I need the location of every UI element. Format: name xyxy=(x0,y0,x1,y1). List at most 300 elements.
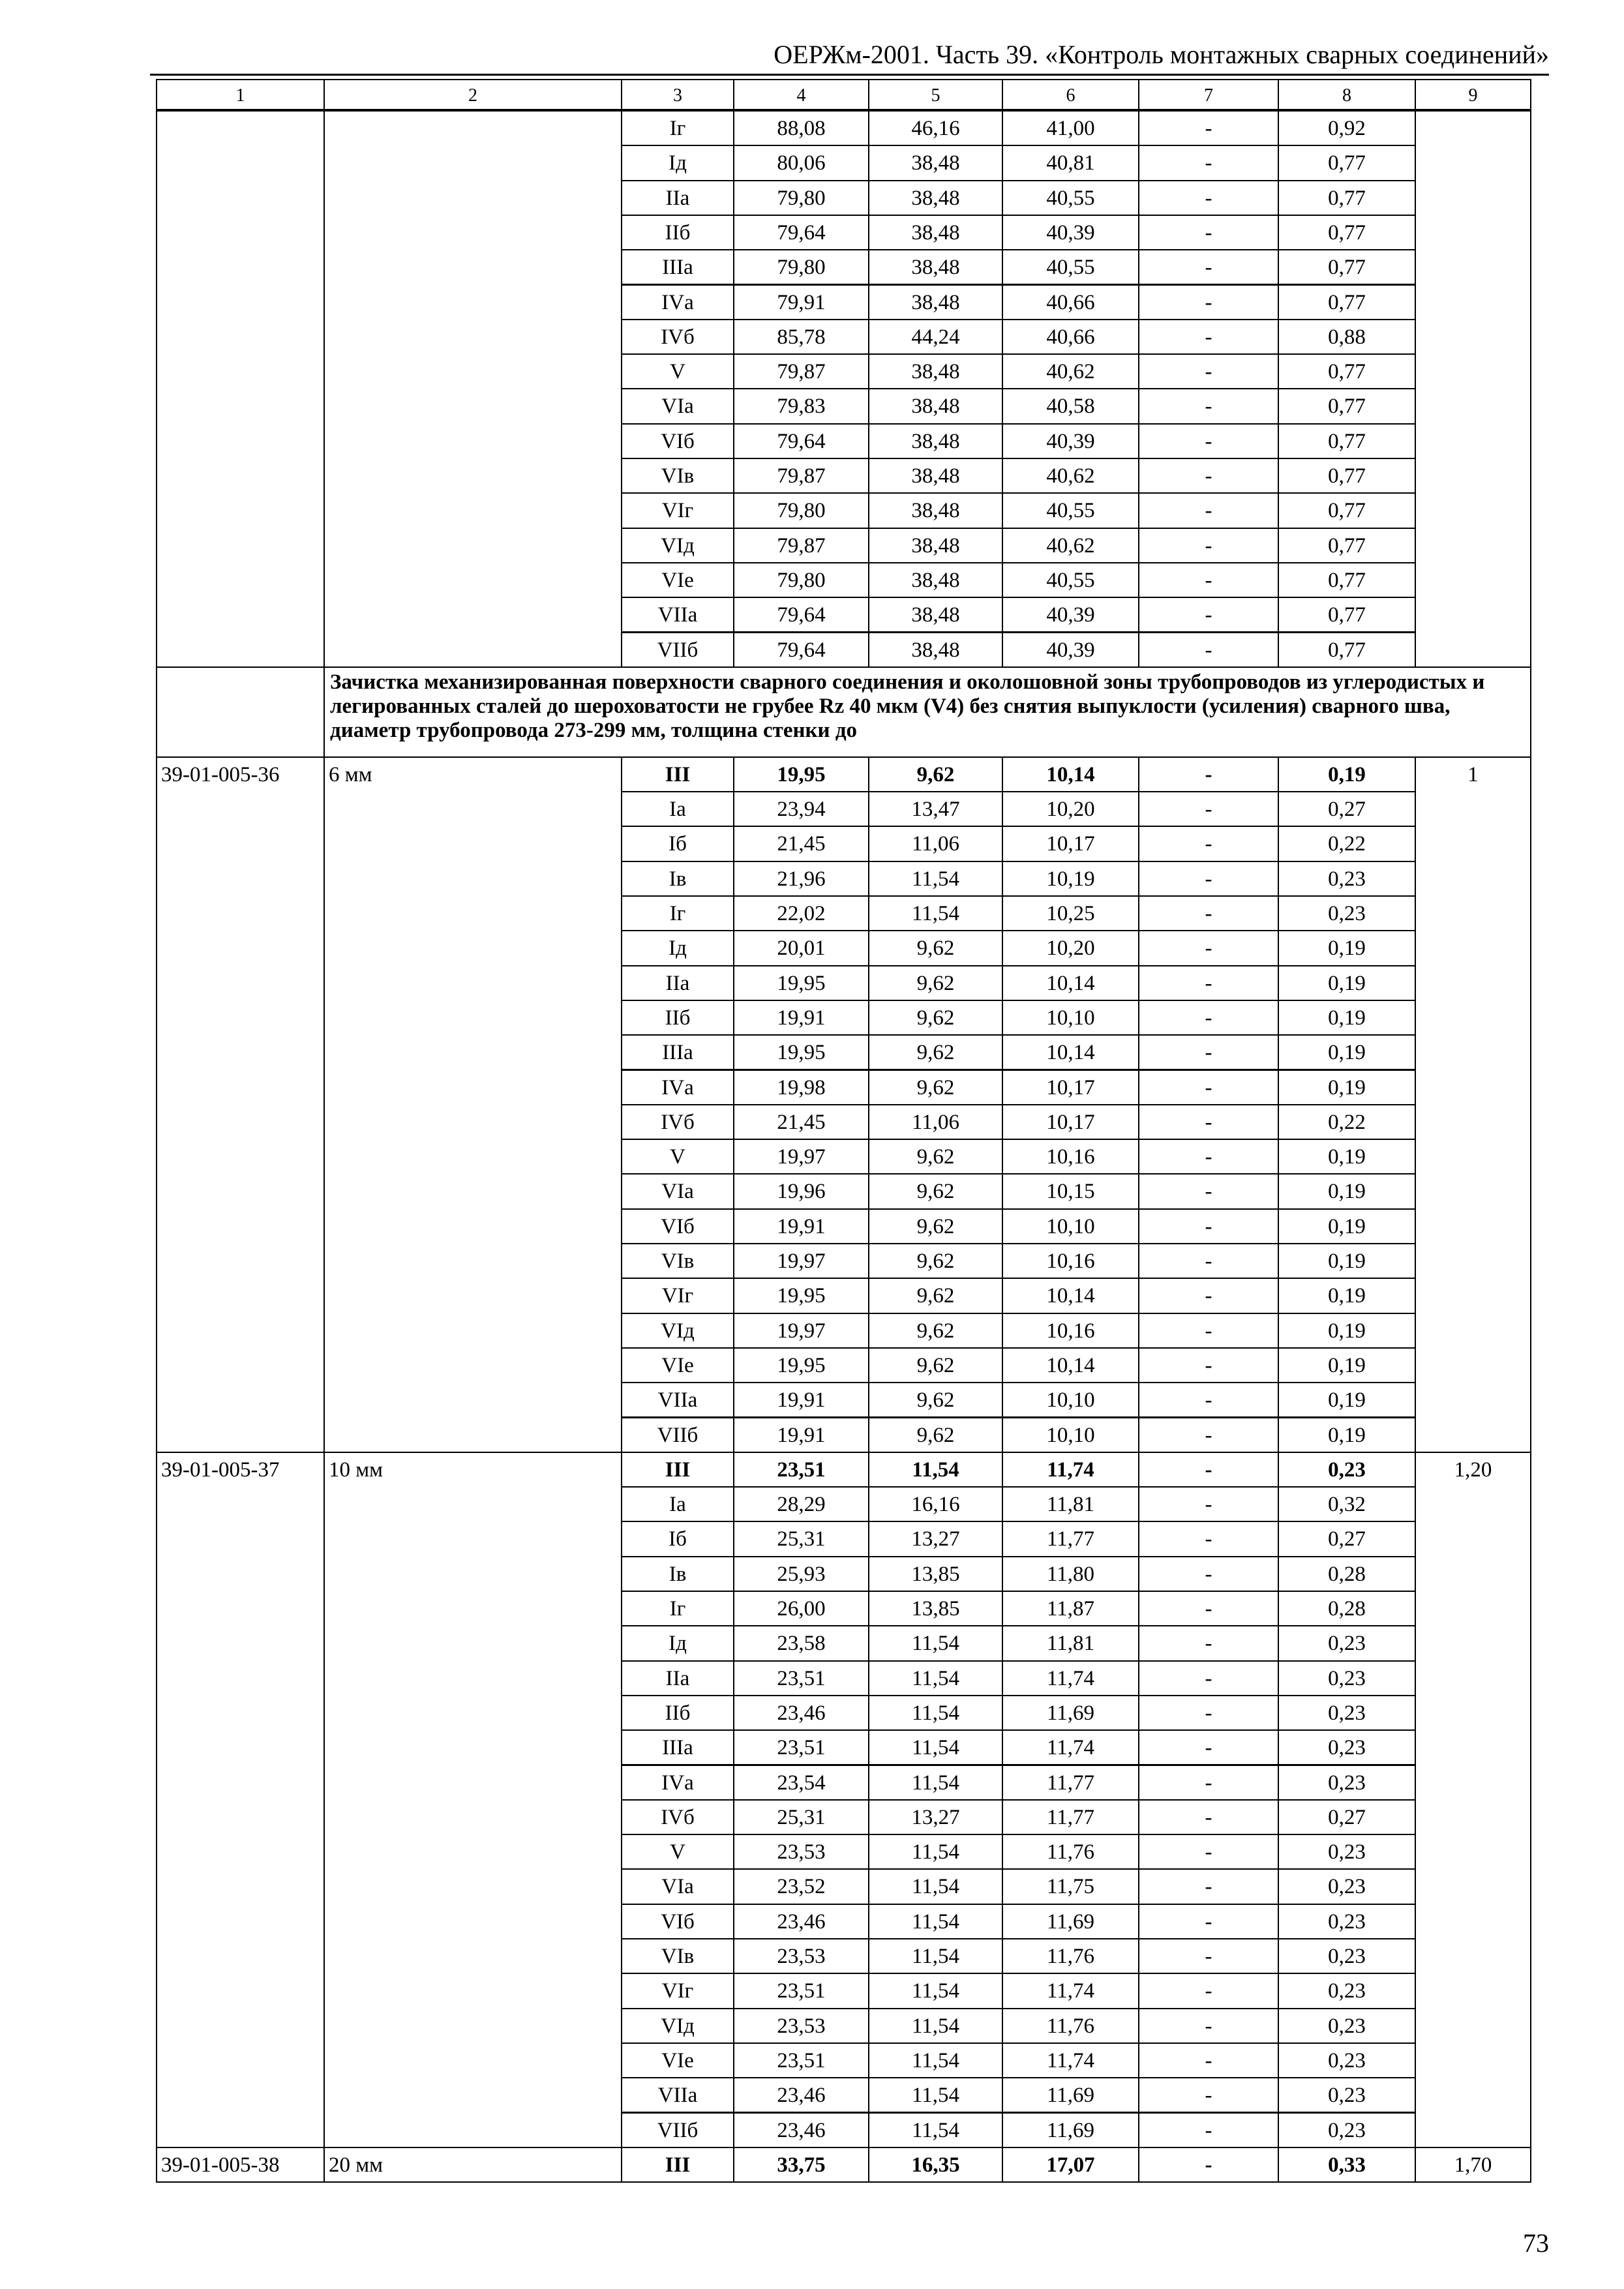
table-cell-c4: 79,64 xyxy=(733,215,869,250)
table-cell-c7: - xyxy=(1138,249,1279,285)
table-cell-c5: 11,54 xyxy=(868,1938,1003,1974)
table-cell-c3: Iд xyxy=(621,930,734,966)
table-cell-c6: 10,19 xyxy=(1002,861,1139,897)
table-cell-c7: - xyxy=(1138,1591,1279,1626)
column-number-4: 4 xyxy=(733,79,869,110)
table-cell-c3: VIIб xyxy=(621,632,734,668)
table-cell-c7: - xyxy=(1138,353,1279,389)
table-cell-c8: 0,23 xyxy=(1278,1695,1416,1731)
table-cell-c7: - xyxy=(1138,2042,1279,2078)
table-cell-c7: - xyxy=(1138,1729,1279,1765)
table-cell-c6: 11,69 xyxy=(1002,2077,1139,2113)
table-cell-c4: 21,45 xyxy=(733,826,869,861)
table-cell-c5: 13,85 xyxy=(868,1556,1003,1592)
table-cell-c7: - xyxy=(1138,284,1279,320)
table-cell-c3: VIд xyxy=(621,528,734,563)
rate-code-cell: 39-01-005-38 xyxy=(156,2147,325,2183)
table-cell-c4: 19,97 xyxy=(733,1243,869,1279)
table-cell-c4: 23,53 xyxy=(733,1834,869,1870)
table-cell-c4: 19,98 xyxy=(733,1070,869,1105)
table-cell-c3: VIв xyxy=(621,1938,734,1974)
table-cell-c4: 23,46 xyxy=(733,1904,869,1939)
table-cell-c3: IIб xyxy=(621,1000,734,1036)
table-cell-c4: 79,80 xyxy=(733,562,869,598)
table-cell-c7: - xyxy=(1138,1139,1279,1174)
table-cell-c6: 10,17 xyxy=(1002,1070,1139,1105)
table-cell-c6: 11,69 xyxy=(1002,2112,1139,2148)
table-cell-c8: 0,77 xyxy=(1278,249,1416,285)
table-cell-c4: 21,45 xyxy=(733,1104,869,1140)
table-cell-c6: 10,20 xyxy=(1002,791,1139,827)
table-cell-c7: - xyxy=(1138,458,1279,494)
table-cell-c8: 0,23 xyxy=(1278,1729,1416,1765)
table-cell-c5: 38,48 xyxy=(868,528,1003,563)
table-cell-c6: 41,00 xyxy=(1002,110,1139,146)
table-cell-c7: - xyxy=(1138,965,1279,1001)
table-cell-c6: 11,81 xyxy=(1002,1625,1139,1661)
table-cell-c5: 38,48 xyxy=(868,423,1003,459)
table-cell-c4: 23,94 xyxy=(733,791,869,827)
table-cell-c4: 19,91 xyxy=(733,1382,869,1418)
table-cell-c7: - xyxy=(1138,1695,1279,1731)
table-cell-c3: III xyxy=(621,1452,734,1488)
table-cell-c8: 0,77 xyxy=(1278,388,1416,424)
table-cell-c8: 0,22 xyxy=(1278,1104,1416,1140)
table-cell-c5: 13,27 xyxy=(868,1799,1003,1835)
table-cell-c3: Iб xyxy=(621,1521,734,1557)
table-cell-c5: 9,62 xyxy=(868,1208,1003,1244)
table-cell-c5: 38,48 xyxy=(868,215,1003,250)
table-cell-c3: Iг xyxy=(621,895,734,931)
table-cell-c5: 11,54 xyxy=(868,1973,1003,2009)
table-cell-c3: VIIа xyxy=(621,1382,734,1418)
table-cell-c8: 0,19 xyxy=(1278,965,1416,1001)
table-cell-c6: 10,14 xyxy=(1002,1034,1139,1070)
table-cell-c7: - xyxy=(1138,215,1279,250)
table-cell-c3: VIе xyxy=(621,1347,734,1383)
table-cell-c6: 11,80 xyxy=(1002,1556,1139,1592)
table-cell-c5: 11,54 xyxy=(868,1625,1003,1661)
table-cell-c4: 19,97 xyxy=(733,1139,869,1174)
table-cell-c8: 0,23 xyxy=(1278,2077,1416,2113)
table-cell-c5: 11,54 xyxy=(868,1904,1003,1939)
table-cell-c3: VIб xyxy=(621,423,734,459)
table-cell-c5: 38,48 xyxy=(868,458,1003,494)
table-cell-c7: - xyxy=(1138,1208,1279,1244)
table-cell-c8: 0,19 xyxy=(1278,756,1416,792)
table-cell-c7: - xyxy=(1138,2077,1279,2113)
table-cell-c3: VIд xyxy=(621,2008,734,2044)
column-number-7: 7 xyxy=(1138,79,1279,110)
table-cell-c3: IIб xyxy=(621,1695,734,1731)
table-cell-c8: 0,23 xyxy=(1278,1904,1416,1939)
column-number-6: 6 xyxy=(1002,79,1139,110)
table-cell-c5: 38,48 xyxy=(868,249,1003,285)
table-cell-c5: 38,48 xyxy=(868,284,1003,320)
table-cell-c4: 19,95 xyxy=(733,965,869,1001)
table-cell-c3: IVа xyxy=(621,1070,734,1105)
table-cell-c5: 38,48 xyxy=(868,492,1003,528)
table-cell-c6: 11,77 xyxy=(1002,1765,1139,1801)
table-cell-c3: VIа xyxy=(621,388,734,424)
table-cell-c3: VIIа xyxy=(621,2077,734,2113)
table-cell-c4: 79,83 xyxy=(733,388,869,424)
table-cell-c5: 38,48 xyxy=(868,562,1003,598)
table-cell-c4: 19,91 xyxy=(733,1000,869,1036)
table-cell-c4: 26,00 xyxy=(733,1591,869,1626)
table-cell-c4: 23,58 xyxy=(733,1625,869,1661)
unit-value-cell xyxy=(1415,110,1531,668)
table-cell-c4: 23,52 xyxy=(733,1868,869,1904)
table-cell-c5: 9,62 xyxy=(868,1313,1003,1349)
table-cell-c3: IIIа xyxy=(621,1034,734,1070)
table-cell-c5: 38,48 xyxy=(868,353,1003,389)
table-cell-c7: - xyxy=(1138,826,1279,861)
table-cell-c3: IVб xyxy=(621,319,734,355)
table-cell-c5: 11,54 xyxy=(868,1834,1003,1870)
table-cell-c6: 40,39 xyxy=(1002,423,1139,459)
table-cell-c5: 11,54 xyxy=(868,1695,1003,1731)
table-cell-c7: - xyxy=(1138,2147,1279,2183)
table-cell-c7: - xyxy=(1138,895,1279,931)
table-cell-c6: 11,74 xyxy=(1002,2042,1139,2078)
table-cell-c3: Iа xyxy=(621,791,734,827)
table-cell-c7: - xyxy=(1138,1799,1279,1835)
table-cell-c8: 0,19 xyxy=(1278,1139,1416,1174)
table-cell-c5: 9,62 xyxy=(868,1382,1003,1418)
table-cell-c6: 40,39 xyxy=(1002,215,1139,250)
table-cell-c5: 9,62 xyxy=(868,1243,1003,1279)
table-cell-c3: VIа xyxy=(621,1173,734,1209)
table-cell-c4: 79,80 xyxy=(733,492,869,528)
table-cell-c7: - xyxy=(1138,1104,1279,1140)
table-cell-c8: 0,77 xyxy=(1278,528,1416,563)
table-cell-c3: VIе xyxy=(621,2042,734,2078)
table-cell-c6: 10,16 xyxy=(1002,1313,1139,1349)
table-cell-c7: - xyxy=(1138,528,1279,563)
table-cell-c5: 11,54 xyxy=(868,1765,1003,1801)
table-cell-c8: 0,19 xyxy=(1278,1382,1416,1418)
table-cell-c6: 10,14 xyxy=(1002,1278,1139,1313)
table-cell-c6: 11,69 xyxy=(1002,1695,1139,1731)
table-cell-c4: 23,46 xyxy=(733,1695,869,1731)
table-cell-c7: - xyxy=(1138,1313,1279,1349)
table-cell-c6: 10,17 xyxy=(1002,1104,1139,1140)
table-cell-c3: VIIб xyxy=(621,2112,734,2148)
work-name-cell xyxy=(323,110,622,668)
table-cell-c6: 11,75 xyxy=(1002,1868,1139,1904)
table-cell-c3: Iг xyxy=(621,110,734,146)
table-cell-c5: 13,85 xyxy=(868,1591,1003,1626)
table-cell-c4: 19,97 xyxy=(733,1313,869,1349)
table-cell-c6: 10,15 xyxy=(1002,1173,1139,1209)
table-cell-c7: - xyxy=(1138,597,1279,633)
table-cell-c4: 23,53 xyxy=(733,2008,869,2044)
table-cell-c4: 19,95 xyxy=(733,756,869,792)
table-cell-c3: IVа xyxy=(621,1765,734,1801)
work-name-cell: 6 мм xyxy=(323,756,622,1453)
table-cell-c7: - xyxy=(1138,423,1279,459)
table-cell-c3: Iб xyxy=(621,826,734,861)
table-cell-c7: - xyxy=(1138,110,1279,146)
table-cell-c6: 10,10 xyxy=(1002,1000,1139,1036)
table-cell-c8: 0,27 xyxy=(1278,1799,1416,1835)
table-cell-c6: 10,10 xyxy=(1002,1417,1139,1453)
table-cell-c5: 16,35 xyxy=(868,2147,1003,2183)
table-cell-c5: 9,62 xyxy=(868,1000,1003,1036)
table-cell-c7: - xyxy=(1138,1173,1279,1209)
table-cell-c3: III xyxy=(621,756,734,792)
table-cell-c8: 0,23 xyxy=(1278,1868,1416,1904)
table-cell-c4: 79,87 xyxy=(733,353,869,389)
table-cell-c4: 25,31 xyxy=(733,1799,869,1835)
table-cell-c6: 40,66 xyxy=(1002,284,1139,320)
table-cell-c4: 19,95 xyxy=(733,1034,869,1070)
table-cell-c5: 11,54 xyxy=(868,1729,1003,1765)
table-cell-c6: 40,62 xyxy=(1002,458,1139,494)
table-cell-c7: - xyxy=(1138,1347,1279,1383)
table-cell-c8: 0,19 xyxy=(1278,1208,1416,1244)
column-number-9: 9 xyxy=(1415,79,1531,110)
table-cell-c7: - xyxy=(1138,1660,1279,1696)
table-cell-c8: 0,23 xyxy=(1278,1452,1416,1488)
table-cell-c3: IVб xyxy=(621,1104,734,1140)
table-cell-c4: 23,51 xyxy=(733,1660,869,1696)
table-cell-c8: 0,77 xyxy=(1278,458,1416,494)
table-cell-c3: IIа xyxy=(621,1660,734,1696)
table-cell-c6: 10,14 xyxy=(1002,756,1139,792)
table-cell-c6: 11,81 xyxy=(1002,1486,1139,1522)
table-cell-c6: 11,74 xyxy=(1002,1973,1139,2009)
table-cell-c3: Iв xyxy=(621,861,734,897)
table-cell-c5: 11,54 xyxy=(868,1868,1003,1904)
table-cell-c5: 16,16 xyxy=(868,1486,1003,1522)
table-cell-c4: 28,29 xyxy=(733,1486,869,1522)
table-cell-c7: - xyxy=(1138,632,1279,668)
table-cell-c7: - xyxy=(1138,1417,1279,1453)
table-cell-c3: IIа xyxy=(621,180,734,216)
table-cell-c7: - xyxy=(1138,180,1279,216)
table-cell-c3: VIг xyxy=(621,492,734,528)
table-cell-c5: 13,47 xyxy=(868,791,1003,827)
section-description: Зачистка механизированная поверхности сварного соединения и околошовной зоны трубопроводов из углеродистых и легированных сталей до шероховатости не грубее Rz 40 мкм (V4) без снятия выпуклости (усиления) сварного шва, диаметр трубопровода 273-299 мм, толщина стенки до xyxy=(323,666,1531,758)
table-cell-c4: 79,80 xyxy=(733,180,869,216)
table-cell-c6: 10,25 xyxy=(1002,895,1139,931)
table-cell-c3: VIб xyxy=(621,1904,734,1939)
table-cell-c8: 0,23 xyxy=(1278,2008,1416,2044)
table-cell-c4: 20,01 xyxy=(733,930,869,966)
table-cell-c3: VIд xyxy=(621,1313,734,1349)
table-cell-c3: VIIа xyxy=(621,597,734,633)
table-cell-c7: - xyxy=(1138,791,1279,827)
unit-value-cell: 1,20 xyxy=(1415,1452,1531,2148)
table-cell-c8: 0,77 xyxy=(1278,632,1416,668)
table-cell-c5: 11,54 xyxy=(868,2112,1003,2148)
table-cell-c3: IIа xyxy=(621,965,734,1001)
table-cell-c8: 0,23 xyxy=(1278,895,1416,931)
table-cell-c5: 9,62 xyxy=(868,1417,1003,1453)
table-cell-c8: 0,19 xyxy=(1278,1417,1416,1453)
rate-code-cell xyxy=(156,110,325,668)
table-cell-c6: 10,17 xyxy=(1002,826,1139,861)
table-cell-c5: 38,48 xyxy=(868,145,1003,181)
table-cell-c6: 40,81 xyxy=(1002,145,1139,181)
table-cell-c3: VIв xyxy=(621,1243,734,1279)
table-cell-c4: 79,80 xyxy=(733,249,869,285)
table-cell-c5: 46,16 xyxy=(868,110,1003,146)
table-cell-c8: 0,77 xyxy=(1278,597,1416,633)
rate-code-cell: 39-01-005-37 xyxy=(156,1452,325,2148)
table-cell-c5: 11,54 xyxy=(868,895,1003,931)
column-number-2: 2 xyxy=(323,79,622,110)
page-number: 73 xyxy=(1523,2228,1549,2258)
table-cell-c7: - xyxy=(1138,1834,1279,1870)
table-cell-c6: 10,16 xyxy=(1002,1243,1139,1279)
table-cell-c3: IIIа xyxy=(621,249,734,285)
table-cell-c6: 40,39 xyxy=(1002,632,1139,668)
table-cell-c5: 11,54 xyxy=(868,1660,1003,1696)
column-number-3: 3 xyxy=(621,79,734,110)
table-cell-c4: 21,96 xyxy=(733,861,869,897)
table-cell-c6: 40,55 xyxy=(1002,180,1139,216)
table-cell-c6: 11,74 xyxy=(1002,1660,1139,1696)
table-cell-c4: 33,75 xyxy=(733,2147,869,2183)
work-name-cell: 10 мм xyxy=(323,1452,622,2148)
table-cell-c3: VIг xyxy=(621,1278,734,1313)
table-cell-c4: 23,51 xyxy=(733,1452,869,1488)
table-cell-c8: 0,23 xyxy=(1278,2112,1416,2148)
table-cell-c8: 0,23 xyxy=(1278,1938,1416,1974)
table-cell-c7: - xyxy=(1138,1486,1279,1522)
table-cell-c4: 23,51 xyxy=(733,1729,869,1765)
table-cell-c5: 11,06 xyxy=(868,1104,1003,1140)
table-cell-c5: 9,62 xyxy=(868,930,1003,966)
table-cell-c4: 19,91 xyxy=(733,1417,869,1453)
table-cell-c7: - xyxy=(1138,1382,1279,1418)
table-cell-c6: 10,10 xyxy=(1002,1208,1139,1244)
table-cell-c7: - xyxy=(1138,1243,1279,1279)
table-cell-c6: 11,77 xyxy=(1002,1521,1139,1557)
table-cell-c3: VIб xyxy=(621,1208,734,1244)
table-cell-c7: - xyxy=(1138,1904,1279,1939)
table-cell-c8: 0,19 xyxy=(1278,1278,1416,1313)
table-cell-c4: 23,46 xyxy=(733,2112,869,2148)
table-cell-c3: VIг xyxy=(621,1973,734,2009)
table-cell-c6: 11,76 xyxy=(1002,1938,1139,1974)
work-name-cell: 20 мм xyxy=(323,2147,622,2183)
table-cell-c4: 79,91 xyxy=(733,284,869,320)
table-cell-c4: 80,06 xyxy=(733,145,869,181)
table-cell-c5: 9,62 xyxy=(868,965,1003,1001)
table-cell-c5: 11,54 xyxy=(868,2077,1003,2113)
table-cell-c8: 0,77 xyxy=(1278,215,1416,250)
table-cell-c5: 13,27 xyxy=(868,1521,1003,1557)
table-cell-c3: Iа xyxy=(621,1486,734,1522)
table-cell-c8: 0,77 xyxy=(1278,145,1416,181)
table-cell-c8: 0,22 xyxy=(1278,826,1416,861)
table-cell-c6: 11,74 xyxy=(1002,1729,1139,1765)
table-cell-c4: 79,87 xyxy=(733,458,869,494)
table-cell-c8: 0,88 xyxy=(1278,319,1416,355)
table-cell-c7: - xyxy=(1138,2112,1279,2148)
unit-value-cell: 1,70 xyxy=(1415,2147,1531,2183)
table-cell-c7: - xyxy=(1138,861,1279,897)
table-cell-c3: VIе xyxy=(621,562,734,598)
table-cell-c7: - xyxy=(1138,930,1279,966)
table-cell-c7: - xyxy=(1138,756,1279,792)
table-cell-c6: 10,14 xyxy=(1002,1347,1139,1383)
table-cell-c3: Iд xyxy=(621,1625,734,1661)
table-cell-c4: 19,95 xyxy=(733,1278,869,1313)
table-cell-c8: 0,23 xyxy=(1278,2042,1416,2078)
table-cell-c5: 9,62 xyxy=(868,1278,1003,1313)
table-cell-c4: 23,46 xyxy=(733,2077,869,2113)
table-cell-c3: VIв xyxy=(621,458,734,494)
table-cell-c4: 79,64 xyxy=(733,423,869,459)
table-cell-c6: 40,58 xyxy=(1002,388,1139,424)
table-cell-c8: 0,27 xyxy=(1278,1521,1416,1557)
table-cell-c7: - xyxy=(1138,1070,1279,1105)
table-cell-c8: 0,77 xyxy=(1278,423,1416,459)
table-cell-c8: 0,23 xyxy=(1278,1765,1416,1801)
table-cell-c4: 79,64 xyxy=(733,597,869,633)
table-cell-c6: 40,55 xyxy=(1002,249,1139,285)
table-cell-c8: 0,19 xyxy=(1278,1313,1416,1349)
table-cell-c7: - xyxy=(1138,145,1279,181)
table-cell-c3: IIб xyxy=(621,215,734,250)
table-cell-c4: 79,64 xyxy=(733,632,869,668)
table-cell-c7: - xyxy=(1138,1034,1279,1070)
table-cell-c5: 38,48 xyxy=(868,632,1003,668)
table-cell-c7: - xyxy=(1138,492,1279,528)
table-cell-c4: 23,51 xyxy=(733,2042,869,2078)
table-cell-c5: 9,62 xyxy=(868,1034,1003,1070)
table-cell-c6: 10,20 xyxy=(1002,930,1139,966)
running-header: ОЕРЖм-2001. Часть 39. «Контроль монтажных сварных соединений» xyxy=(774,40,1549,69)
table-cell-c8: 0,23 xyxy=(1278,1625,1416,1661)
table-cell-c5: 11,06 xyxy=(868,826,1003,861)
table-cell-c7: - xyxy=(1138,1000,1279,1036)
table-cell-c3: IVб xyxy=(621,1799,734,1835)
column-number-5: 5 xyxy=(868,79,1003,110)
table-cell-c6: 10,16 xyxy=(1002,1139,1139,1174)
table-cell-c6: 11,74 xyxy=(1002,1452,1139,1488)
table-cell-c4: 85,78 xyxy=(733,319,869,355)
table-cell-c5: 9,62 xyxy=(868,1139,1003,1174)
table-cell-c6: 11,76 xyxy=(1002,1834,1139,1870)
table-cell-c8: 0,23 xyxy=(1278,1973,1416,2009)
table-cell-c6: 11,69 xyxy=(1002,1904,1139,1939)
table-cell-c8: 0,77 xyxy=(1278,353,1416,389)
table-cell-c3: Iв xyxy=(621,1556,734,1592)
table-cell-c7: - xyxy=(1138,319,1279,355)
table-cell-c8: 0,19 xyxy=(1278,930,1416,966)
table-cell-c6: 11,76 xyxy=(1002,2008,1139,2044)
table-cell-c5: 38,48 xyxy=(868,180,1003,216)
table-cell-c4: 23,54 xyxy=(733,1765,869,1801)
table-cell-c7: - xyxy=(1138,2008,1279,2044)
table-cell-c4: 19,95 xyxy=(733,1347,869,1383)
table-cell-c8: 0,32 xyxy=(1278,1486,1416,1522)
column-number-8: 8 xyxy=(1278,79,1416,110)
table-cell-c6: 40,62 xyxy=(1002,528,1139,563)
table-cell-c6: 40,66 xyxy=(1002,319,1139,355)
table-cell-c5: 9,62 xyxy=(868,1070,1003,1105)
table-cell-c7: - xyxy=(1138,1938,1279,1974)
table-cell-c5: 44,24 xyxy=(868,319,1003,355)
table-cell-c3: III xyxy=(621,2147,734,2183)
table-cell-c5: 11,54 xyxy=(868,1452,1003,1488)
